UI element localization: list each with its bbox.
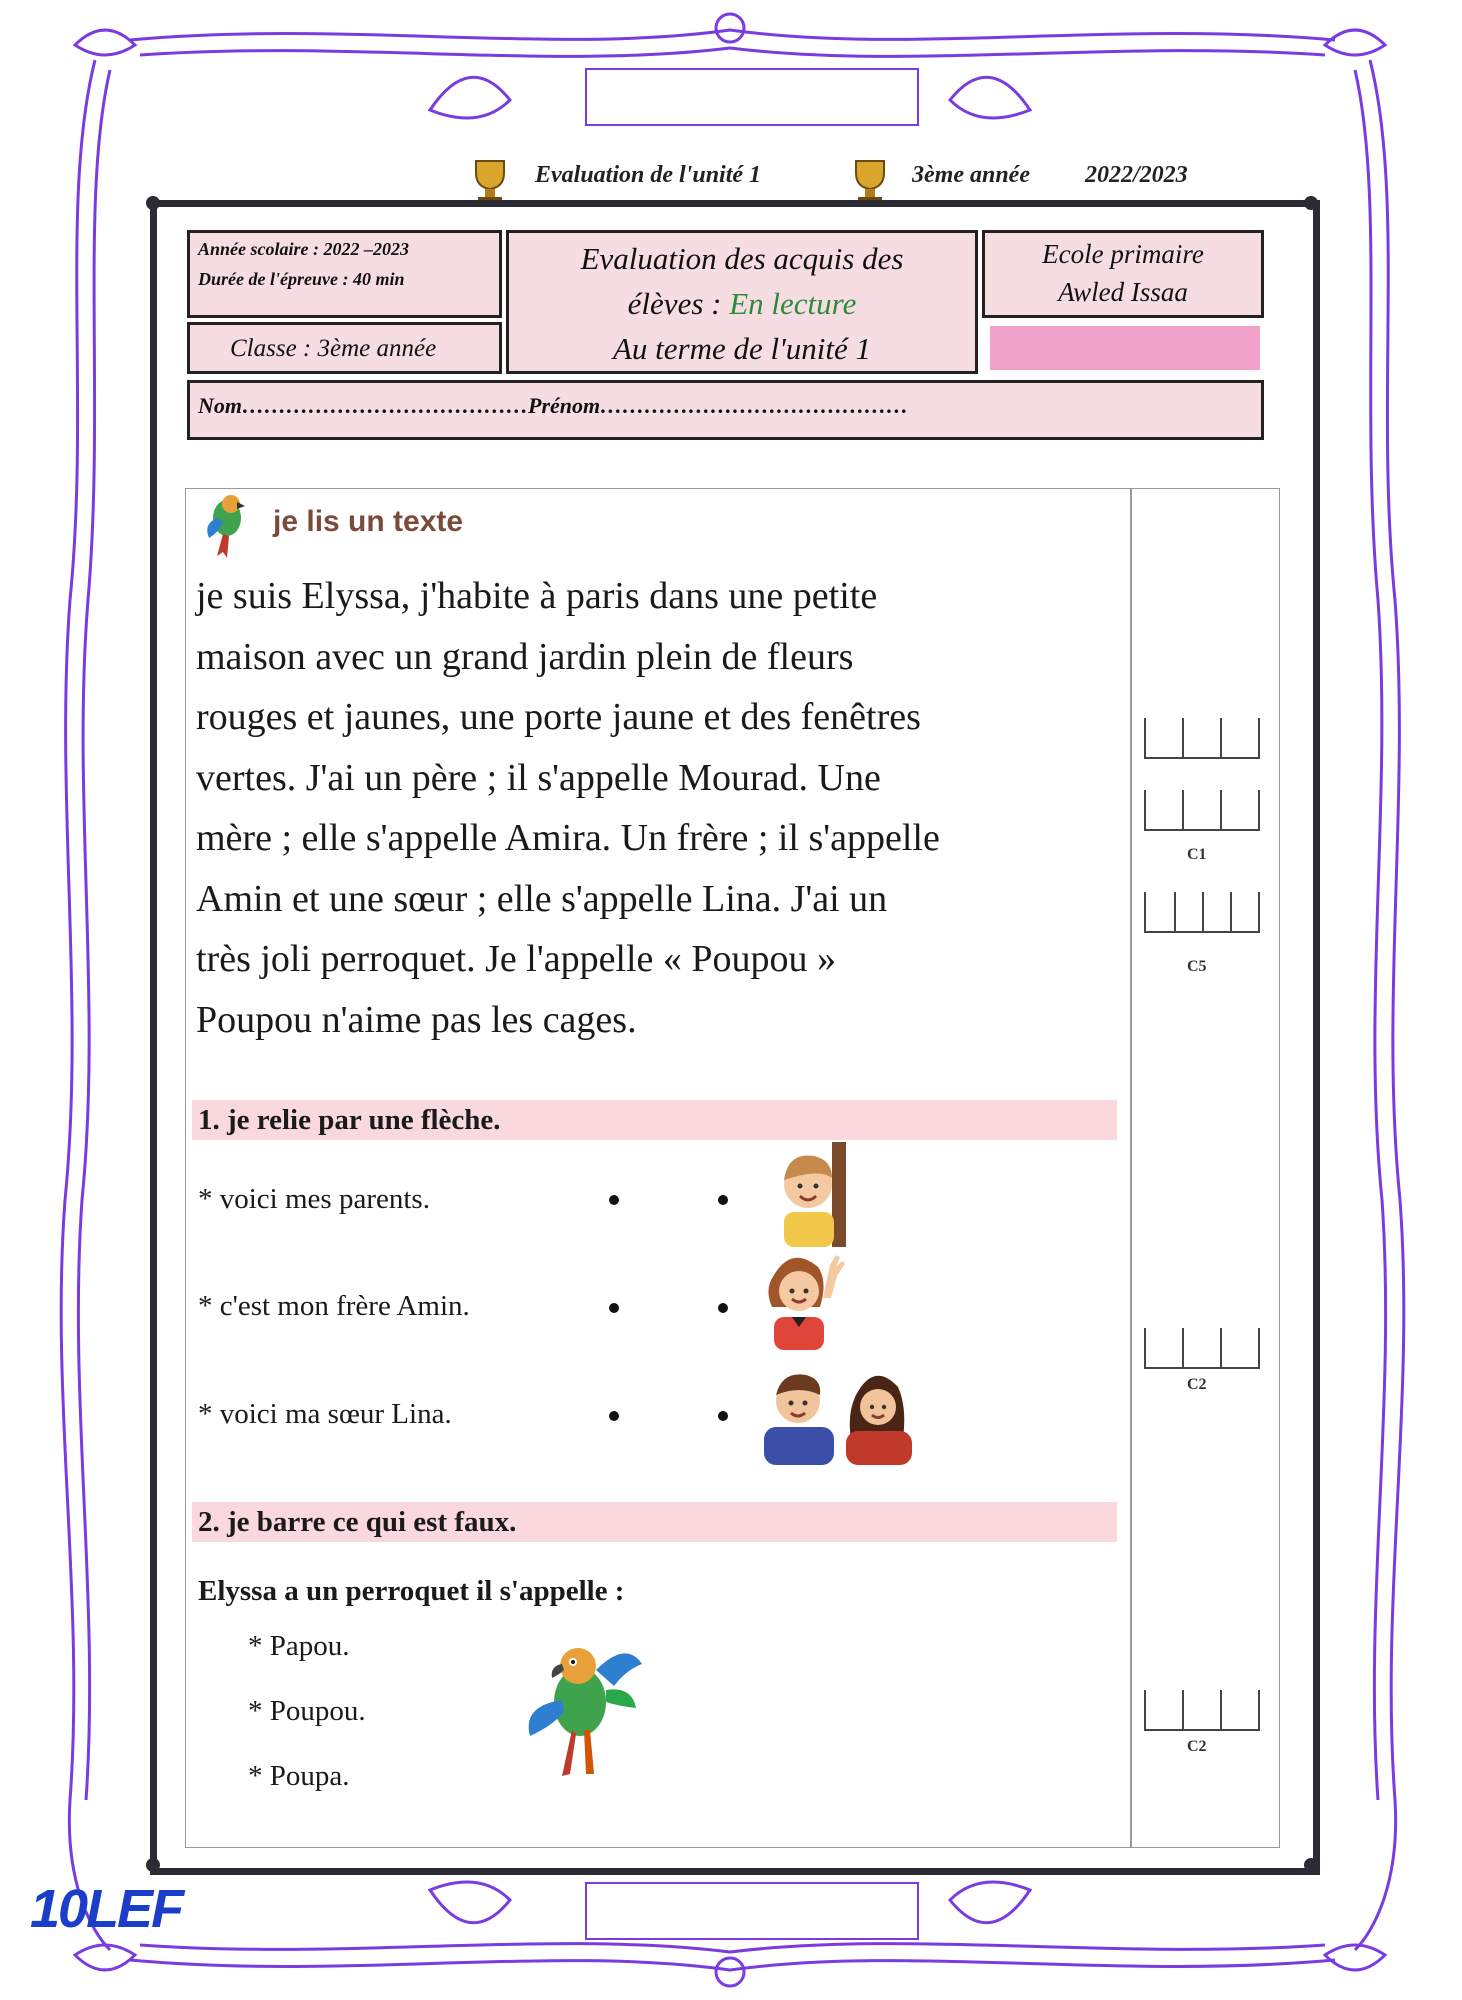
- score-column-divider: [1130, 488, 1132, 1848]
- match-dot-left[interactable]: [609, 1411, 619, 1421]
- school-year: Année scolaire : 2022 –2023: [198, 239, 409, 259]
- title-line-3: Au terme de l'unité 1: [612, 331, 871, 366]
- passage-line: Amin et une sœur ; elle s'appelle Lina. J'ai un: [196, 877, 888, 920]
- trophy-icon: [848, 155, 892, 205]
- score-box[interactable]: [1143, 1328, 1261, 1372]
- school-box: [982, 230, 1264, 318]
- school-year-box: [187, 230, 502, 318]
- reading-subject: En lecture: [729, 286, 857, 321]
- passage-line: vertes. J'ai un père ; il s'appelle Mourad. Une: [196, 756, 881, 799]
- trophy-icon: [468, 155, 512, 205]
- passage-line: Poupou n'aime pas les cages.: [196, 998, 637, 1041]
- class-label: Classe : 3ème année: [230, 335, 437, 362]
- passage-line: maison avec un grand jardin plein de fleurs: [196, 635, 854, 678]
- option-papou[interactable]: * Papou.: [248, 1630, 350, 1662]
- passage-line: je suis Elyssa, j'habite à paris dans une petite: [196, 575, 878, 617]
- match-dot-right[interactable]: [718, 1411, 728, 1421]
- parrot-picture: [518, 1630, 648, 1780]
- school-line-2: Awled Issaa: [1058, 277, 1188, 307]
- corner-dot: [1304, 1858, 1318, 1872]
- score-label-c5: C5: [1187, 958, 1207, 975]
- match-dot-right[interactable]: [718, 1195, 728, 1205]
- duration: Durée de l'épreuve : 40 min: [198, 269, 405, 289]
- reading-passage: [196, 566, 1116, 1050]
- parrot-icon: [197, 488, 257, 560]
- corner-dot: [1304, 196, 1318, 210]
- header-level: 3ème année: [912, 162, 1030, 188]
- corner-dot: [146, 1858, 160, 1872]
- title-line-2: [509, 286, 975, 322]
- match-dot-left[interactable]: [609, 1195, 619, 1205]
- mark-box: [990, 326, 1260, 370]
- school-line-1: Ecole primaire: [1042, 239, 1204, 269]
- bottom-ribbon: [585, 1882, 919, 1940]
- question-2-title: 2. je barre ce qui est faux.: [198, 1506, 517, 1538]
- score-box[interactable]: [1143, 1690, 1261, 1734]
- title-line-1: Evaluation des acquis des: [580, 241, 904, 276]
- score-label-c2: C2: [1187, 1376, 1207, 1393]
- passage-line: rouges et jaunes, une porte jaune et des fenêtres: [196, 696, 921, 738]
- header-evaluation: Evaluation de l'unité 1: [535, 162, 762, 188]
- passage-line: mère ; elle s'appelle Amira. Un frère ; il s'appelle: [196, 817, 940, 859]
- question-2-prompt: Elyssa a un perroquet il s'appelle :: [198, 1575, 625, 1607]
- score-label-c2: C2: [1187, 1738, 1207, 1755]
- score-box[interactable]: [1143, 718, 1261, 762]
- option-poupou[interactable]: * Poupou.: [248, 1695, 366, 1727]
- class-box: [187, 322, 502, 374]
- name-box: [187, 380, 1264, 440]
- match-item-1: * voici mes parents.: [198, 1183, 430, 1215]
- score-label-c1: C1: [1187, 846, 1207, 863]
- passage-line: très joli perroquet. Je l'appelle « Poupou »: [196, 938, 837, 980]
- name-field: Nom…………………………………Prénom……………………………………: [198, 393, 909, 418]
- match-dot-left[interactable]: [609, 1303, 619, 1313]
- header-year: 2022/2023: [1085, 162, 1188, 188]
- boy-picture: [770, 1142, 850, 1247]
- option-poupa[interactable]: * Poupa.: [248, 1760, 350, 1792]
- score-box[interactable]: [1143, 892, 1261, 936]
- question-1-title: 1. je relie par une flèche.: [198, 1104, 501, 1136]
- title-line-2-prefix: élèves :: [627, 286, 730, 321]
- match-item-3: * voici ma sœur Lina.: [198, 1398, 452, 1430]
- parents-picture: [758, 1365, 923, 1465]
- match-item-2: * c'est mon frère Amin.: [198, 1290, 470, 1322]
- match-dot-right[interactable]: [718, 1303, 728, 1313]
- score-box[interactable]: [1143, 790, 1261, 834]
- title-box: [506, 230, 978, 374]
- top-ribbon: [585, 68, 919, 126]
- reading-title: je lis un texte: [273, 505, 464, 538]
- girl-picture: [752, 1245, 852, 1350]
- site-logo: 10LEF: [30, 1879, 183, 1939]
- corner-dot: [146, 196, 160, 210]
